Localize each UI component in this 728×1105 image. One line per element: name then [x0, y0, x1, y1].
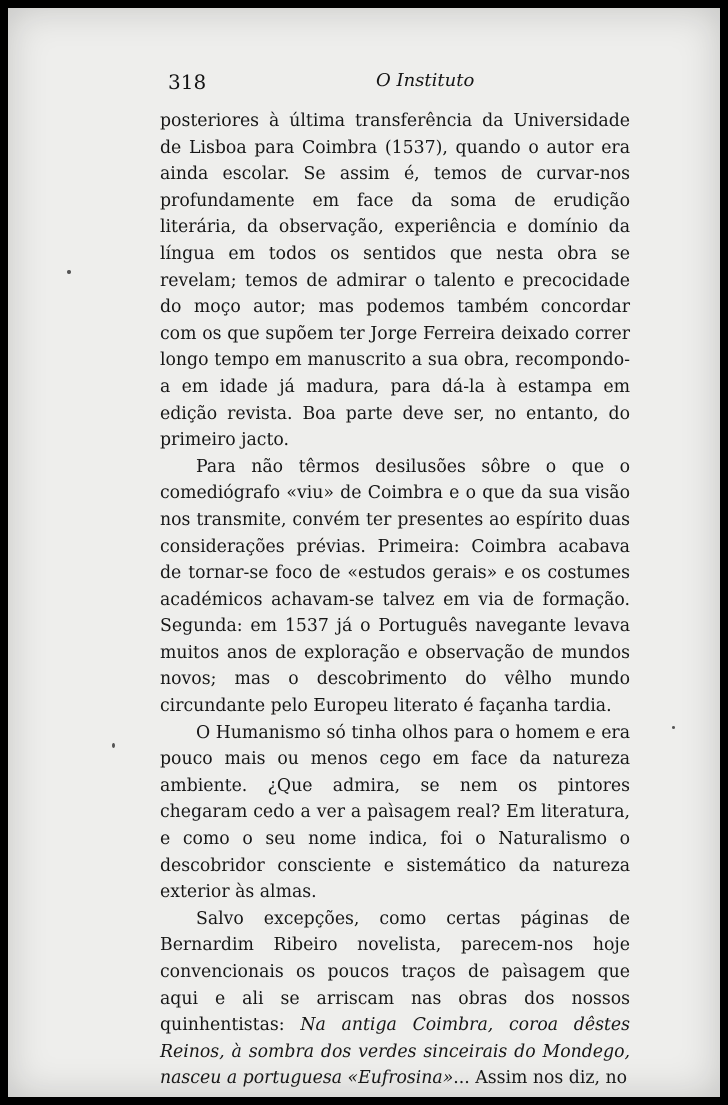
paragraph: O Humanismo só tinha olhos para o homem e era pouco mais ou menos cego em face da natureza ambiente. ¿Que admira, se nem os pintores chegaram cedo a ver a paìsagem real? Em literatura, e como o seu nome indica, foi o Naturalismo o descobridor consciente e sistemático da natureza exterior às almas.	[160, 722, 630, 903]
print-speck	[67, 270, 71, 274]
page-header	[168, 68, 638, 98]
running-title: O Instituto	[376, 70, 475, 91]
paragraph	[160, 906, 630, 1092]
italic-quotation: Na antiga Coimbra, coroa dêstes Reinos, à sombra dos verdes sinceirais do Mondego, nasceu a portuguesa «Eufrosina»	[160, 1015, 630, 1089]
print-speck	[112, 743, 115, 748]
body-text	[160, 108, 630, 1092]
print-speck	[672, 726, 675, 729]
paragraph: posteriores à última transferência da Universidade de Lisboa para Coimbra (1537), quando o autor era ainda escolar. Se assim é, temos de curvar-nos profundamente em face da soma de erudição literária, da observação, experiência e domínio da língua em todos os sentidos que nesta obra se revelam; temos de admirar o talento e precocidade do moço autor; mas podemos também concordar com os que supõem ter Jorge Ferreira deixado correr longo tempo em manuscrito a sua obra, recompondo-a em idade já madura, para dá-la à estampa em edição revista. Boa parte deve ser, no entanto, do primeiro jacto.	[160, 111, 630, 451]
paragraph-text: Salvo excepções, como certas páginas de Bernardim Ribeiro novelista, parecem-nos hoje convencionais os poucos traços de paìsagem que aqui e ali se arriscam nas obras dos nossos quinhentistas:	[160, 908, 630, 1036]
paragraph: Para não têrmos desilusões sôbre o que o comediógrafo «viu» de Coimbra e o que da sua visão nos transmite, convém ter presentes ao espírito duas considerações prévias. Primeira: Coimbra acabava de tornar-se foco de «estudos gerais» e os costumes académicos achavam-se talvez em via de formação. Segunda: em 1537 já o Português navegante levava muitos anos de exploração e observação de mundos novos; mas o descobrimento do vêlho mundo circundante pelo Europeu literato é façanha tardia.	[160, 456, 630, 717]
paragraph-text: ... Assim nos diz, no	[453, 1068, 628, 1089]
page-number: 318	[168, 70, 207, 94]
